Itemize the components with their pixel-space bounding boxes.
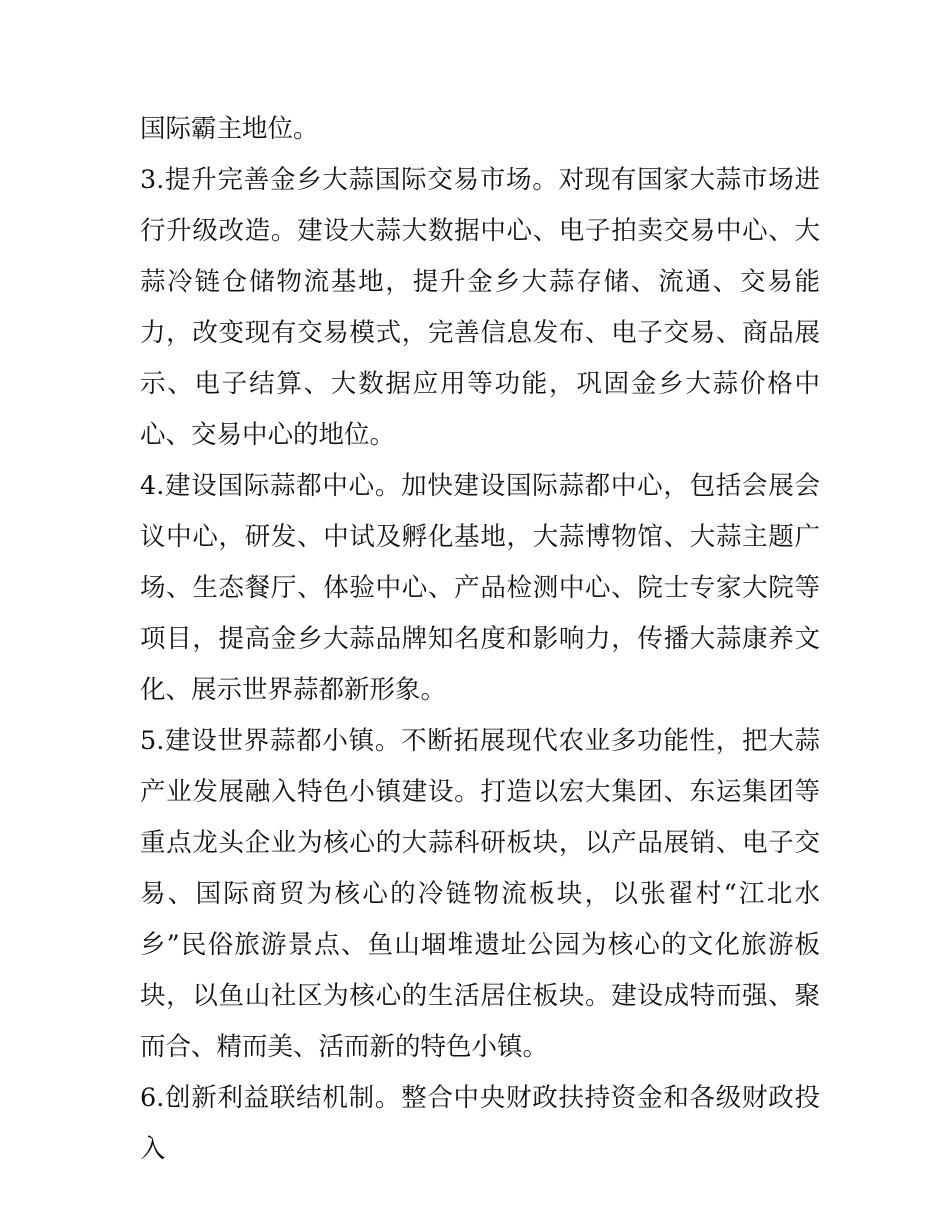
paragraph-item-4: 4.建设国际蒜都中心。加快建设国际蒜都中心，包括会展会议中心，研发、中试及孵化基地，大蒜博物馆、大蒜主题广场、生态餐厅、体验中心、产品检测中心、院士专家大院等项目，提高金乡大蒜品牌知名度和影响力，传播大蒜康养文化、展示世界蒜都新形象。 (140, 471, 820, 705)
paragraph-continuation: 国际霸主地位。 (140, 114, 319, 144)
paragraph-item-5: 5.建设世界蒜都小镇。不断拓展现代农业多功能性，把大蒜产业发展融入特色小镇建设。打造以宏大集团、东运集团等重点龙头企业为核心的大蒜科研板块，以产品展销、电子交易、国际商贸为核心的冷链物流板块，以张翟村“江北水乡”民俗旅游景点、鱼山堌堆遗址公园为核心的文化旅游板块，以鱼山社区为核心的生活居住板块。建设成特而强、聚而合、精而美、活而新的特色小镇。 (140, 726, 820, 1062)
paragraph-item-3: 3.提升完善金乡大蒜国际交易市场。对现有国家大蒜市场进行升级改造。建设大蒜大数据中心、电子拍卖交易中心、大蒜冷链仓储物流基地，提升金乡大蒜存储、流通、交易能力，改变现有交易模式，完善信息发布、电子交易、商品展示、电子结算、大数据应用等功能，巩固金乡大蒜价格中心、交易中心的地位。 (140, 165, 820, 450)
paragraph-item-6: 6.创新利益联结机制。整合中央财政扶持资金和各级财政投入 (140, 1083, 820, 1164)
document-body (140, 104, 820, 1175)
